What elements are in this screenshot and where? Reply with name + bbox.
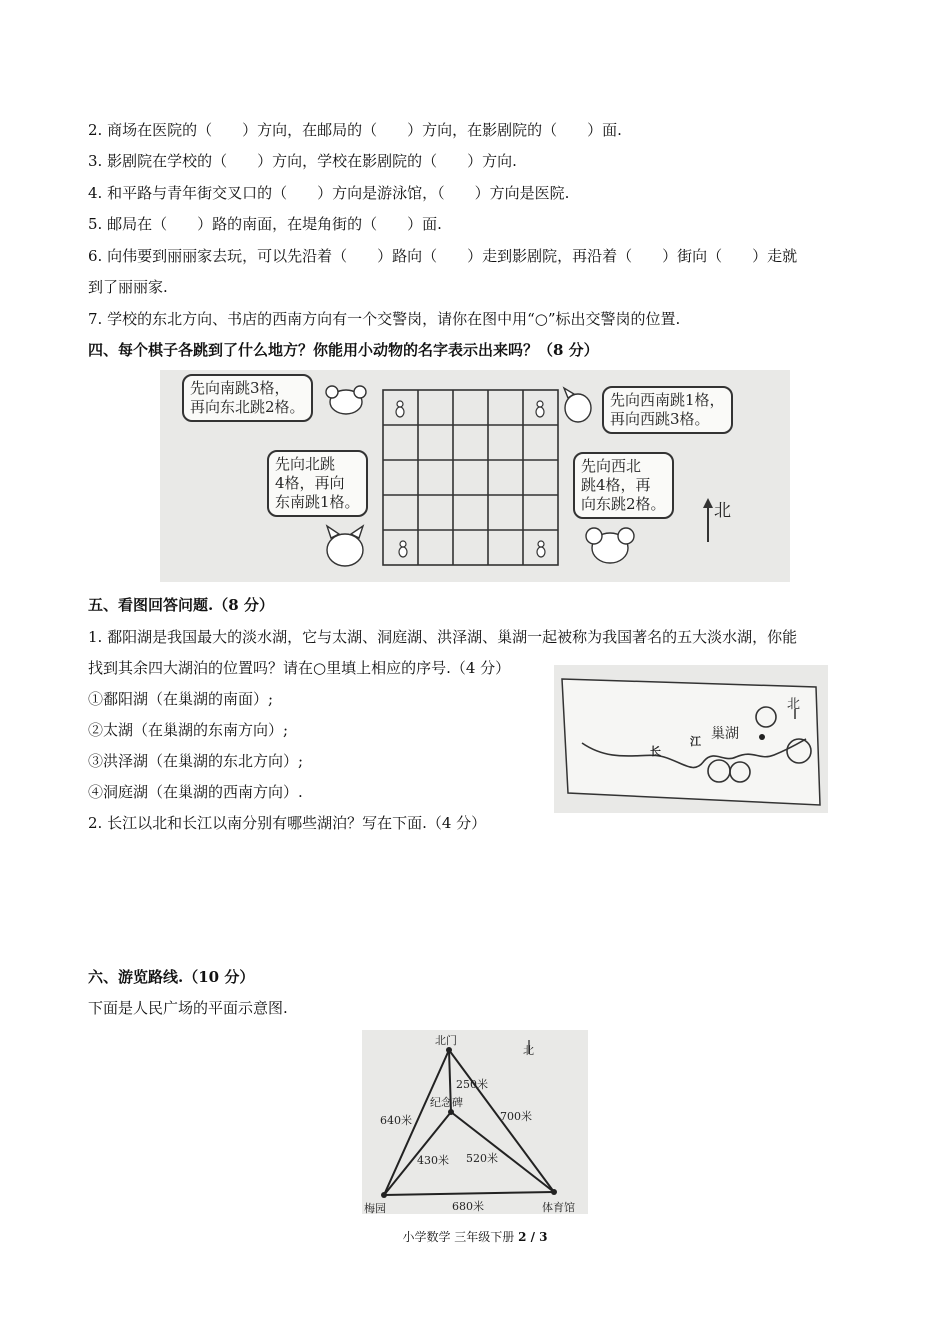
north-gate-label: 北门 [435,1034,457,1047]
bubble-text: 先向南跳3格， [190,379,290,397]
distance-label: 680米 [452,1200,484,1213]
question-line: 5. 邮局在（ ）路的南面，在堤角街的（ ）面. [88,215,442,233]
question-line: 1. 鄱阳湖是我国最大的淡水湖，它与太湖、洞庭湖、洪泽湖、巢湖一起被称为我国著名的五大淡水湖，你能 [88,628,798,646]
section-title: 六、游览路线.（10 分） [88,968,255,986]
distance-label: 430米 [417,1154,449,1167]
option-line: ①鄱阳湖（在巢湖的南面）; [88,690,274,708]
chaohu-label: 巢湖 [711,726,739,742]
question-line: 到了丽丽家. [88,278,168,296]
bubble-text: 先向西南跳1格， [610,391,725,409]
chang-label: 长 [650,745,661,758]
distance-label: 700米 [500,1110,532,1123]
lakes-map [554,665,828,813]
north-label: 北 [523,1044,534,1057]
speech-bubble-1 [182,374,313,422]
chess-jump-figure [160,370,790,582]
speech-bubble-4 [573,452,674,519]
page-number: 2 / 3 [518,1230,548,1244]
bubble-text: 4格，再向 [275,474,345,492]
question-line: 2. 商场在医院的（ ）方向，在邮局的（ ）方向，在影剧院的（ ）面. [88,121,622,139]
north-label: 北 [714,501,731,521]
section-title: 四、每个棋子各跳到了什么地方？你能用小动物的名字表示出来吗？（8 分） [88,341,599,359]
plum-garden-label: 梅园 [364,1202,386,1215]
option-line: ②太湖（在巢湖的东南方向）; [88,721,289,739]
bubble-text: 跳4格，再 [581,476,651,494]
question-line: 3. 影剧院在学校的（ ）方向，学校在影剧院的（ ）方向. [88,152,517,170]
north-label: 北 [787,697,801,712]
stadium-label: 体育馆 [542,1201,575,1214]
question-line: 6. 向伟要到丽丽家去玩，可以先沿着（ ）路向（ ）走到影剧院，再沿着（ ）街向（ ）走就 [88,247,798,265]
question-line: 2. 长江以北和长江以南分别有哪些湖泊？写在下面.（4 分） [88,814,487,832]
monument-label: 纪念碑 [430,1096,463,1109]
question-line: 7. 学校的东北方向、书店的西南方向有一个交警岗，请你在图中用“○”标出交警岗的位置. [88,310,681,328]
bubble-text: 再向东北跳2格。 [190,398,305,416]
distance-label: 250米 [456,1078,488,1091]
intro-line: 下面是人民广场的平面示意图. [88,999,288,1017]
footer-subject: 小学数学 三年级下册 [402,1230,519,1244]
question-line: 4. 和平路与青年街交叉口的（ ）方向是游泳馆，（ ）方向是医院. [88,184,570,202]
speech-bubble-3 [267,450,368,517]
bubble-text: 向东跳2格。 [581,495,666,513]
section-title: 五、看图回答问题.（8 分） [88,596,274,614]
bubble-text: 先向北跳 [275,455,336,473]
distance-label: 640米 [380,1114,412,1127]
speech-bubble-2 [602,386,733,434]
option-line: ③洪泽湖（在巢湖的东北方向）; [88,752,304,770]
bubble-text: 再向西跳3格。 [610,410,710,428]
distance-label: 520米 [466,1152,498,1165]
bubble-text: 东南跳1格。 [275,493,360,511]
option-line: ④洞庭湖（在巢湖的西南方向）. [88,783,303,801]
page-footer [0,1228,950,1245]
jiang-label: 江 [690,735,701,748]
bubble-text: 先向西北 [581,457,642,475]
question-line: 找到其余四大湖泊的位置吗？请在○里填上相应的序号.（4 分） [88,659,511,677]
square-map [362,1030,588,1214]
